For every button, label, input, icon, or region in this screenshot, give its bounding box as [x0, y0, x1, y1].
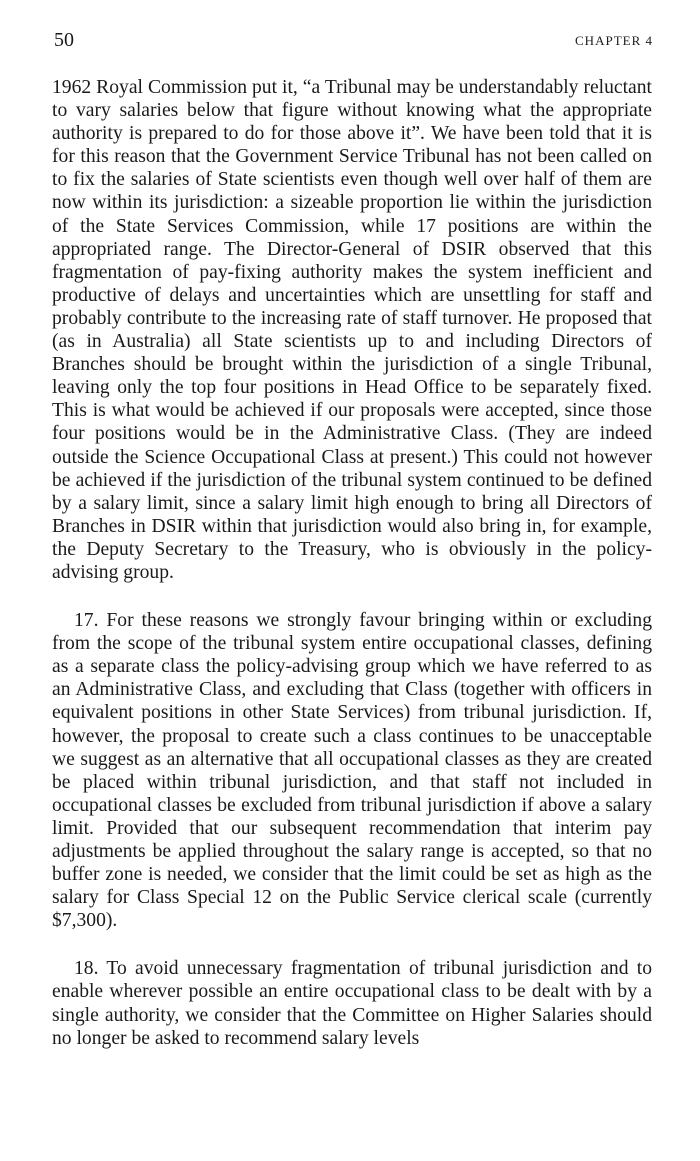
page-number: 50 [54, 29, 74, 51]
body-text [52, 76, 652, 1050]
paragraph-text: For these reasons we strongly favour bringing within or excluding from the scope of the tribunal system entire occupational classes, defining as a separate class the policy-advising group which we have referred to as an Administrative Class, and excluding that Class (together with officers in equivalent positions in other State Services) from tribunal jurisdiction. If, however, the proposal to create such a class continues to be unacceptable we suggest as an alternative that all occupational classes as they are created be placed within tribunal jurisdiction, and that staff not included in occupational classes be excluded from tribunal jurisdiction if above a salary limit. Provided that our subsequent recommendation that interim pay adjustments be applied throughout the salary range is accepted, so that no buffer zone is needed, we consider that the limit could be set as high as the salary for Class Special 12 on the Public Service clerical scale (currently $7,300). [52, 610, 652, 932]
paragraph-number: 17. [74, 610, 99, 632]
paragraph-text: To avoid unnecessary fragmentation of tribunal jurisdiction and to enable wherever possible an entire occupational class to be dealt with by a single authority, we consider that the Committee on Higher Salaries should no longer be asked to recommend salary levels [52, 958, 652, 1049]
paragraph-18 [52, 957, 652, 1049]
paragraph-17 [52, 609, 652, 932]
running-head: CHAPTER 4 [575, 33, 653, 48]
paragraph-text: 1962 Royal Commission put it, “a Tribunal may be understandably reluctant to vary salaries below that figure without knowing what the appropriate authority is prepared to do for those above it”. We have been told that it is for this reason that the Government Service Tribunal has not been called on to fix the salaries of State scientists even though well over half of them are now within its jurisdiction: a sizeable proportion lie within the jurisdiction of the State Services Commission, while 17 positions are within the appropriated range. The Director-General of DSIR observed that this fragmentation of pay-fixing authority makes the system inefficient and productive of delays and uncertainties which are unsettling for staff and probably contribute to the increasing rate of staff turnover. He proposed that (as in Australia) all State scientists up to and including Directors of Branches should be brought within the jurisdiction of a single Tribunal, leaving only the top four positions in Head Office to be separately fixed. This is what would be achieved if our proposals were accepted, since those four positions would be in the Administrative Class. (They are indeed outside the Science Occupational Class at present.) This could not however be achieved if the jurisdiction of the tribunal system continued to be defined by a salary limit, since a salary limit high enough to bring all Directors of Branches in DSIR within that jurisdiction would also bring in, for example, the Deputy Secretary to the Treasury, who is obviously in the policy-advising group. [52, 77, 652, 583]
paragraph-continued [52, 76, 652, 584]
paragraph-number: 18. [74, 958, 99, 980]
